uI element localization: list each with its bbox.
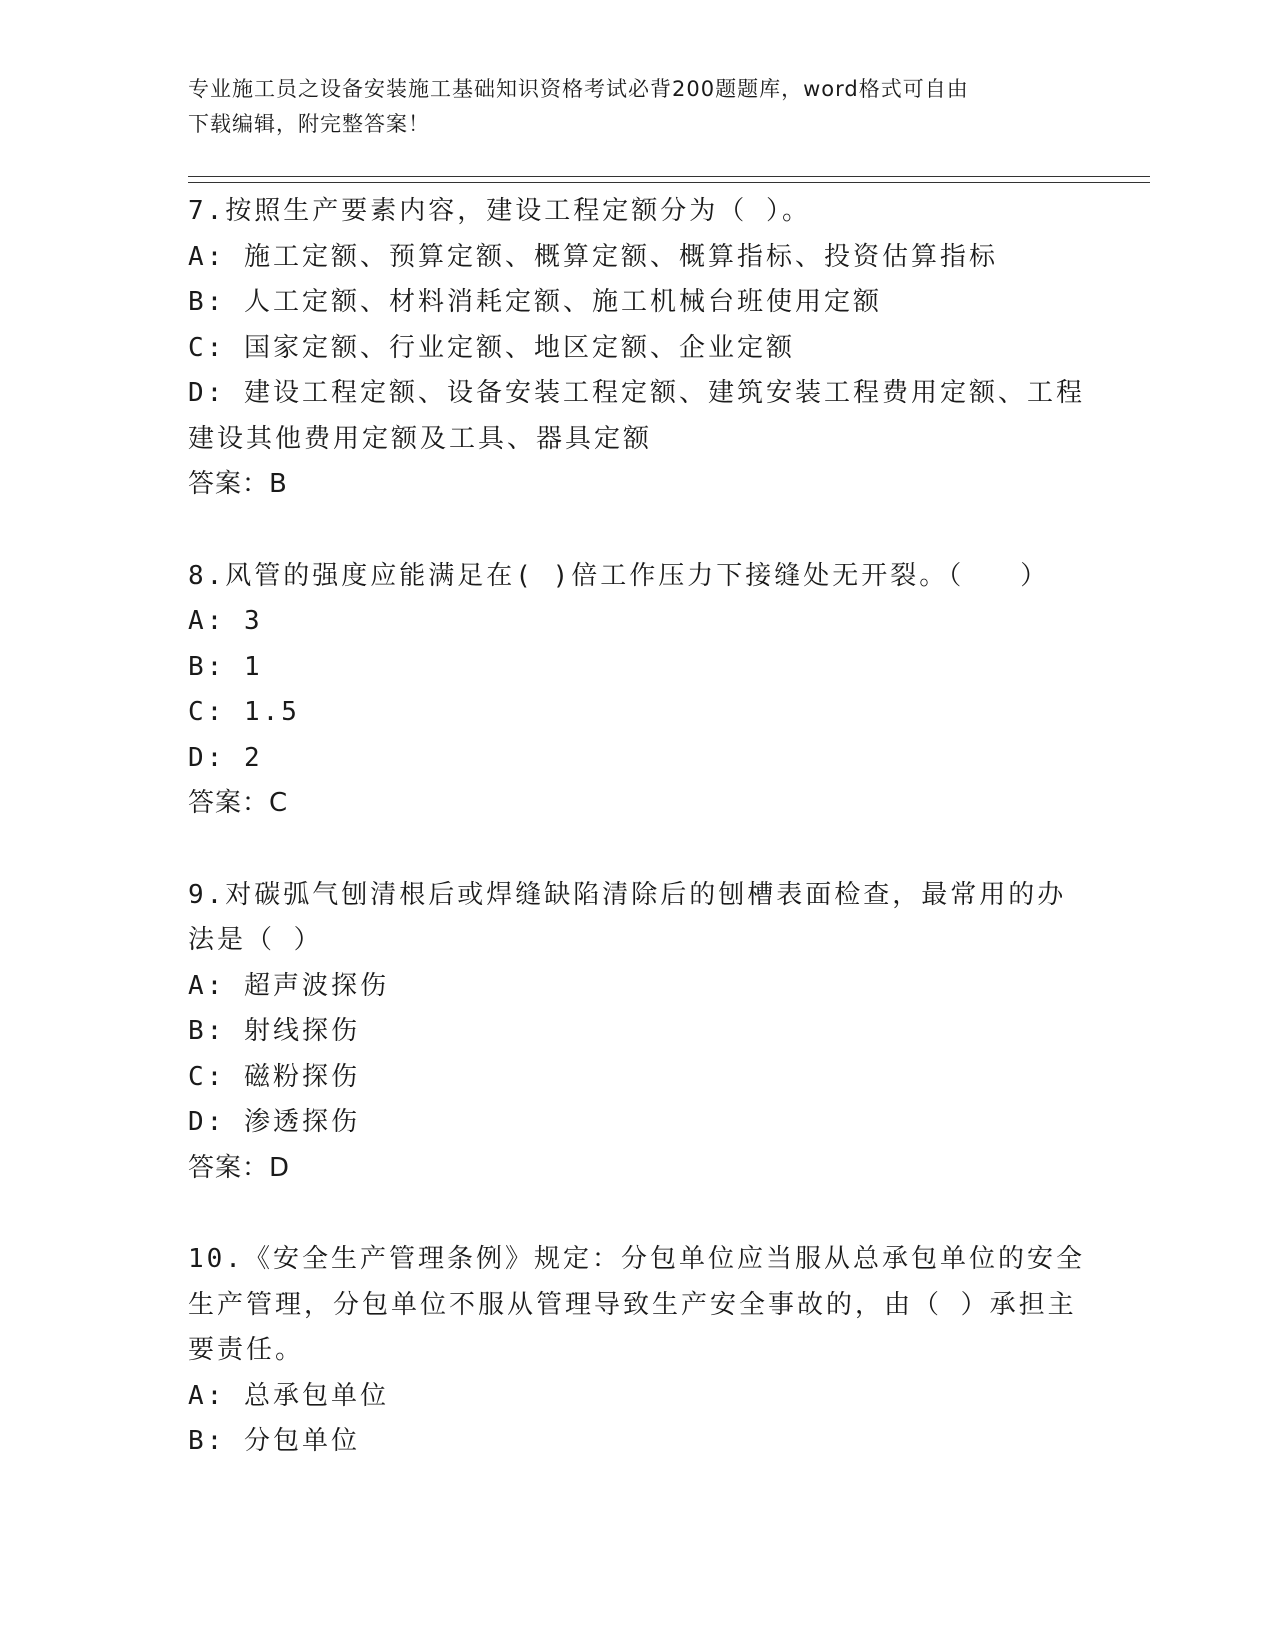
answer-line: 答案：C — [188, 788, 289, 818]
option-line: A: 超声波探伤 — [188, 970, 389, 1001]
option-line: B: 分包单位 — [188, 1426, 360, 1456]
option-line: A: 施工定额、预算定额、概算定额、概算指标、投资估算指标 — [188, 241, 998, 272]
answer-line: 答案：D — [188, 1152, 291, 1183]
document-header — [188, 72, 1068, 142]
option-line: D: 渗透探伤 — [188, 1107, 360, 1137]
question-block — [188, 1237, 1088, 1465]
question-stem-line: 生产管理，分包单位不服从管理导致生产安全事故的，由（ ）承担主 — [188, 1289, 1077, 1320]
option-line: B: 人工定额、材料消耗定额、施工机械台班使用定额 — [188, 287, 882, 317]
option-line: C: 磁粉探伤 — [188, 1061, 360, 1092]
question-stem-line: 法是（ ） — [188, 925, 323, 955]
header-line-2: 下载编辑，附完整答案！ — [188, 112, 430, 136]
question-stem-line: 7.按照生产要素内容，建设工程定额分为（ ）。 — [188, 196, 811, 226]
question-list — [188, 189, 1088, 1511]
header-divider-bottom — [188, 182, 1150, 183]
question-stem-line: 要责任。 — [188, 1335, 305, 1365]
question-stem-line: 9.对碳弧气刨清根后或焊缝缺陷清除后的刨槽表面检查，最常用的办 — [188, 879, 1067, 910]
header-divider-top — [188, 176, 1150, 177]
option-line: C: 1.5 — [188, 697, 300, 727]
option-line: D: 建设工程定额、设备安装工程定额、建筑安装工程费用定额、工程 — [188, 378, 1085, 408]
option-line: B: 射线探伤 — [188, 1016, 360, 1046]
question-block — [188, 554, 1088, 827]
question-stem-line: 8.风管的强度应能满足在( )倍工作压力下接缝处无开裂。（ ） — [188, 560, 1050, 591]
option-line: B: 1 — [188, 651, 263, 682]
question-block — [188, 189, 1088, 508]
option-line: A: 3 — [188, 606, 263, 636]
option-line: D: 2 — [188, 742, 263, 773]
option-line: A: 总承包单位 — [188, 1380, 389, 1411]
option-line: C: 国家定额、行业定额、地区定额、企业定额 — [188, 332, 795, 363]
question-block — [188, 873, 1088, 1192]
answer-line: 答案：B — [188, 469, 288, 499]
header-line-1: 专业施工员之设备安装施工基础知识资格考试必背200题题库，word格式可自由 — [188, 77, 969, 101]
question-stem-line: 10.《安全生产管理条例》规定：分包单位应当服从总承包单位的安全 — [188, 1244, 1085, 1274]
option-line: 建设其他费用定额及工具、器具定额 — [188, 423, 653, 454]
